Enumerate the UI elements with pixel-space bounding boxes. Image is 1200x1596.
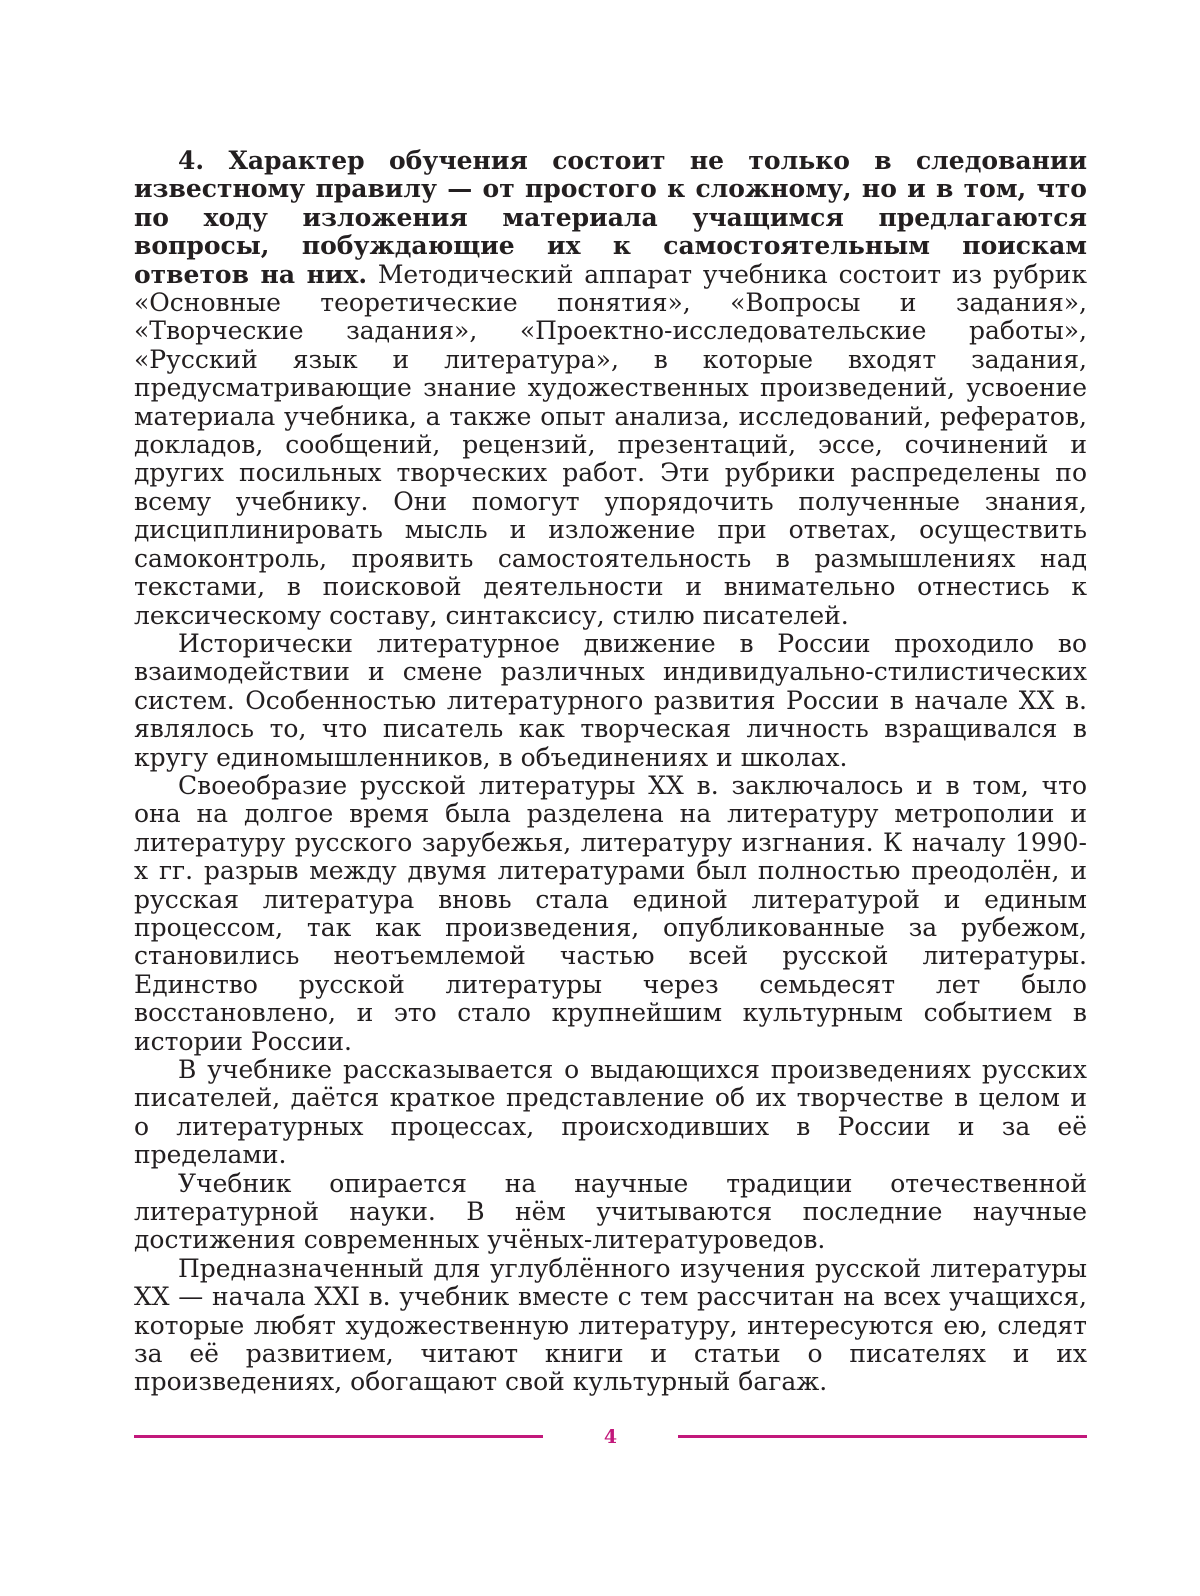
body-text xyxy=(134,147,1087,1397)
paragraph-1 xyxy=(134,147,1087,630)
paragraph-1-bold-lead: 4. Характер обучения состоит не только в следовании известному правилу — от простого к сложному, но и в том, что по ходу изложения материала учащимся предлагаются вопросы, побуждающие их к самостоятельным поискам ответов на них. xyxy=(134,146,1087,289)
paragraph-4: В учебнике рассказывается о выдающихся произведениях русских писателей, даётся краткое представление об их творчестве в целом и о литературных процессах, происходивших в России и за её пределами. xyxy=(134,1055,1087,1170)
paragraph-3: Своеобразие русской литературы XX в. заключалось и в том, что она на долгое время была разделена на литературу метрополии и литературу русского зарубежья, литературу изгнания. К началу 1990-х гг. разрыв между двумя литературами был полностью преодолён, и русская литература вновь стала единой литературой и единым процессом, так как произведения, опубликованные за рубежом, становились неотъемлемой частью всей русской литературы. Единство русской литературы через семьдесят лет было восстановлено, и это стало крупнейшим культурным событием в истории России. xyxy=(134,770,1087,1056)
page-number: 4 xyxy=(603,1426,618,1448)
paragraph-1-text: Методический аппарат учебника состоит из рубрик «Основные теоретические понятия», «Вопросы и задания», «Творческие задания», «Проектно-исследовательские работы», «Русский язык и литература», в которые входят задания, предусматривающие знание художественных произведений, усвоение материала учебника, а также опыт анализа, исследований, рефератов, докладов, сообщений, рецензий, презентаций, эссе, сочинений и других посильных творческих работ. Эти рубрики распределены по всему учебнику. Они помогут упорядочить полученные знания, дисциплинировать мысль и изложение при ответах, осуществить самоконтроль, проявить самостоятельность в размышлениях над текстами, в поисковой деятельности и внимательно отнестись к лексическому составу, синтаксису, стилю писателей. xyxy=(134,259,1087,630)
paragraph-6: Предназначенный для углублённого изучения русской литературы XX — начала XXI в. учебник вместе с тем рассчитан на всех учащихся, которые любят художественную литературу, интересуются ею, следят за её развитием, читают книги и статьи о писателях и их произведениях, обогащают свой культурный багаж. xyxy=(134,1253,1087,1397)
page-footer xyxy=(134,1424,1087,1450)
paragraph-5: Учебник опирается на научные традиции отечественной литературной науки. В нём учитываются последние научные достижения современных учёных-литературоведов. xyxy=(134,1168,1087,1255)
paragraph-2: Исторически литературное движение в России проходило во взаимодействии и смене различных индивидуально-стилистических систем. Особенностью литературного развития России в начале XX в. являлось то, что писатель как творческая личность взращивался в кругу единомышленников, в объединениях и школах. xyxy=(134,628,1087,772)
footer-rule-right xyxy=(678,1435,1087,1438)
